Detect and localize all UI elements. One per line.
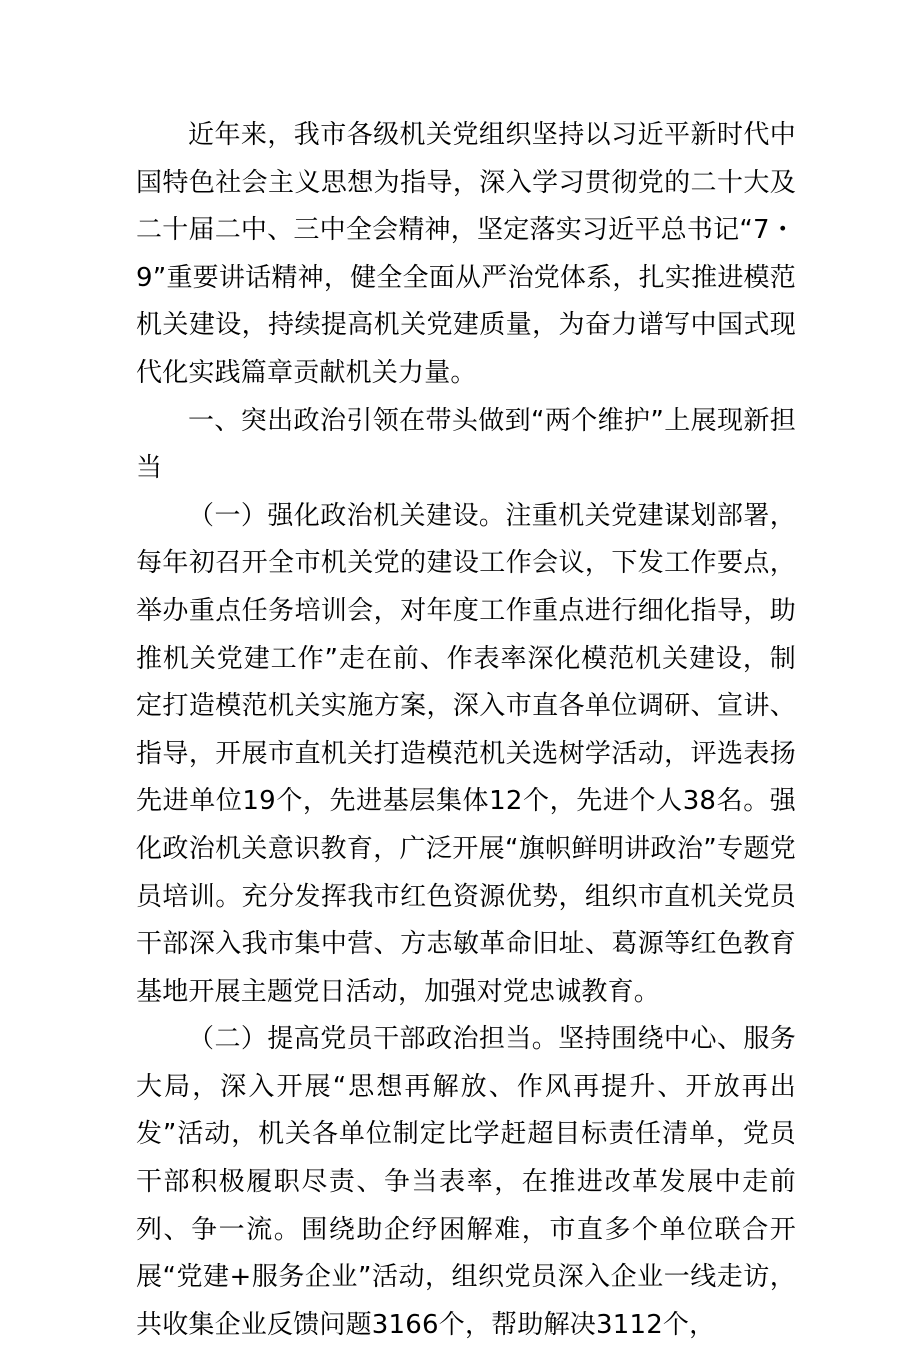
subsection-paragraph-2: （二）提高党员干部政治担当。坚持围绕中心、服务大局，深入开展“思想再解放、作风再提升、开放再出发”活动，机关各单位制定比学赶超目标责任清单，党员干部积极履职尽责、争当表率，在推进改革发展中走前列、争一流。围绕助企纾困解难，市直多个单位联合开展“党建+服务企业”活动，组织党员深入企业一线走访，共收集企业反馈问题3166个，帮助解决3112个， — [136, 1024, 796, 1340]
subsection-paragraph-1: （一）强化政治机关建设。注重机关党建谋划部署，每年初召开全市机关党的建设工作会议，下发工作要点，举办重点任务培训会，对年度工作重点进行细化指导，助推机关党建工作”走在前、作表率深化模范机关建设，制定打造模范机关实施方案，深入市直各单位调研、宣讲、指导，开展市直机关打造模范机关选树学活动，评选表扬先进单位19个，先进基层集体12个，先进个人38名。强化政治机关意识教育，广泛开展“旗帜鲜明讲政治”专题党员培训。充分发挥我市红色资源优势，组织市直机关党员干部深入我市集中营、方志敏革命旧址、葛源等红色教育基地开展主题党日活动，加强对党忠诚教育。 — [136, 500, 796, 1007]
section-heading: 一、突出政治引领在带头做到“两个维护”上展现新担当 — [136, 405, 796, 484]
document-body — [136, 112, 796, 1349]
intro-paragraph: 近年来，我市各级机关党组织坚持以习近平新时代中国特色社会主义思想为指导，深入学习贯彻党的二十大及二十届二中、三中全会精神，坚定落实习近平总书记“7・9”重要讲话精神，健全全面从严治党体系，扎实推进模范机关建设，持续提高机关党建质量，为奋力谱写中国式现代化实践篇章贡献机关力量。 — [136, 120, 796, 388]
